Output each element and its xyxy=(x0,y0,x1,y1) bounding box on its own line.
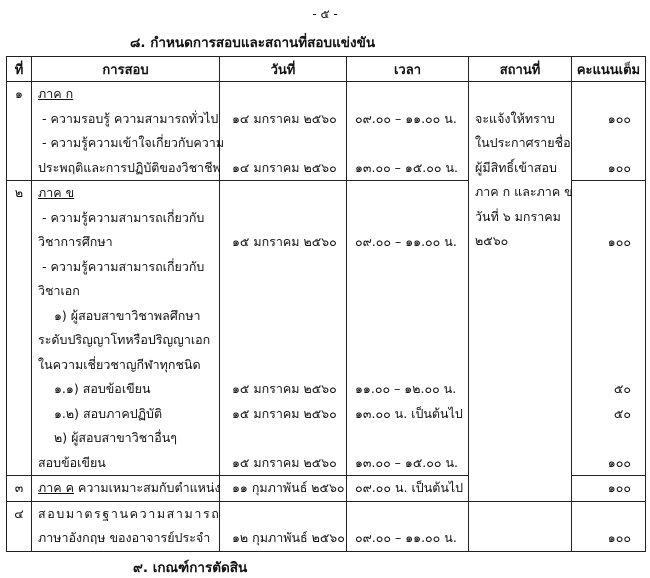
exam-item: ๑.๒) สอบภาคปฏิบัติ xyxy=(54,405,163,421)
score-cell xyxy=(572,476,646,502)
exam-item: - ความรู้ความสามารถเกี่ยวกับ xyxy=(42,258,205,274)
section-title: ๘. กำหนดการสอบและสถานที่สอบแข่งขัน xyxy=(130,35,376,51)
date-cell xyxy=(220,181,347,476)
table-row xyxy=(7,82,646,181)
exam-date: ๑๒ กุมภาพันธ์ ๒๕๖๐ xyxy=(232,530,345,545)
col-header-exam: การสอบ xyxy=(32,57,220,82)
exam-schedule-table xyxy=(6,56,646,552)
full-score: ๑๐๐ xyxy=(607,110,631,126)
full-score: ๑๐๐ xyxy=(607,454,631,470)
time-cell xyxy=(347,181,469,476)
exam-item: วิชาเอก xyxy=(38,283,80,298)
time-cell xyxy=(347,501,469,551)
exam-date: ๑๕ มกราคม ๒๕๖๐ xyxy=(232,454,337,470)
exam-item: ภาษาอังกฤษ ของอาจารย์ประจำ xyxy=(38,530,211,545)
score-cell xyxy=(572,181,646,476)
exam-item: - ความรอบรู้ ความสามารถทั่วไป xyxy=(42,110,219,126)
page-number: - ๕ - xyxy=(312,7,338,21)
row-number: ๒ xyxy=(7,181,32,476)
exam-item: ๒) ผู้สอบสาขาวิชาอื่นๆ xyxy=(54,430,177,445)
exam-item: ความเหมาะสมกับตำแหน่ง xyxy=(77,480,221,495)
exam-part-label: ภาค ค xyxy=(38,480,74,495)
exam-item: สอบข้อเขียน xyxy=(38,454,106,470)
exam-time: ๑๓.๐๐ – ๑๕.๐๐ น. xyxy=(355,454,459,470)
place-text: ภาค ก และภาค ข xyxy=(475,184,573,199)
col-header-place: สถานที่ xyxy=(469,57,572,82)
exam-time: ๐๙.๐๐ น. เป็นต้นไป xyxy=(355,480,464,495)
time-cell xyxy=(347,476,469,502)
exam-date: ๑๕ มกราคม ๒๕๖๐ xyxy=(232,405,337,421)
exam-time: ๑๓.๐๐ – ๑๕.๐๐ น. xyxy=(355,159,459,175)
place-cell xyxy=(469,501,572,551)
row-number: ๑ xyxy=(7,82,32,181)
exam-item: สอบมาตรฐานความสามารถ xyxy=(38,505,221,521)
full-score: ๕๐ xyxy=(613,405,631,421)
exam-item: ระดับปริญญาโทหรือปริญญาเอก xyxy=(38,332,211,347)
exam-date: ๑๕ มกราคม ๒๕๖๐ xyxy=(232,381,337,396)
col-header-score: คะแนนเต็ม xyxy=(572,57,646,82)
full-score: ๑๐๐ xyxy=(607,234,631,249)
full-score: ๑๐๐ xyxy=(607,159,631,175)
table-header-row xyxy=(7,57,646,82)
full-score: ๑๐๐ xyxy=(607,480,631,495)
score-cell xyxy=(572,82,646,181)
date-cell xyxy=(220,501,347,551)
date-cell xyxy=(220,82,347,181)
next-section-title: ๙. เกณฑ์การตัดสิน xyxy=(133,560,248,576)
exam-cell xyxy=(32,181,220,476)
exam-item: - ความรู้ความสามารถเกี่ยวกับ xyxy=(42,209,205,225)
exam-cell xyxy=(32,501,220,551)
full-score: ๑๐๐ xyxy=(607,530,631,545)
place-text: ๒๕๖๐ xyxy=(475,233,509,248)
exam-time: ๐๙.๐๐ – ๑๑.๐๐ น. xyxy=(355,530,457,545)
exam-item: ประพฤติและการปฏิบัติของวิชาชีพ xyxy=(38,159,221,175)
row-number: ๓ xyxy=(7,476,32,502)
col-header-time: เวลา xyxy=(347,57,469,82)
exam-time: ๑๑.๐๐ – ๑๒.๐๐ น. xyxy=(355,381,457,396)
exam-part-label: ภาค ข xyxy=(38,185,75,200)
place-cell xyxy=(469,82,572,502)
place-text: ผู้มีสิทธิ์เข้าสอบ xyxy=(475,159,557,175)
exam-part-label: ภาค ก xyxy=(38,86,74,101)
exam-date: ๑๔ มกราคม ๒๕๖๐ xyxy=(232,110,337,126)
exam-cell xyxy=(32,82,225,181)
exam-item: ๑.๑) สอบข้อเขียน xyxy=(54,381,151,396)
place-text: ในประกาศรายชื่อ xyxy=(475,135,571,150)
col-header-date: วันที่ xyxy=(220,57,347,82)
score-cell xyxy=(572,501,646,551)
col-header-no: ที่ xyxy=(7,57,32,82)
table-row xyxy=(7,501,646,551)
date-cell xyxy=(220,476,347,502)
row-number: ๔ xyxy=(7,501,32,551)
exam-time: ๐๙.๐๐ – ๑๑.๐๐ น. xyxy=(355,110,457,126)
exam-time: ๐๙.๐๐ – ๑๑.๐๐ น. xyxy=(355,234,457,249)
exam-date: ๑๕ มกราคม ๒๕๖๐ xyxy=(232,234,337,249)
time-cell xyxy=(347,82,469,181)
exam-item: ในความเชี่ยวชาญกีฬาทุกชนิด xyxy=(38,356,201,372)
exam-time: ๑๓.๐๐ น. เป็นต้นไป xyxy=(355,405,463,421)
exam-date: ๑๔ มกราคม ๒๕๖๐ xyxy=(232,159,337,175)
place-text: วันที่ ๖ มกราคม xyxy=(475,208,561,224)
exam-date: ๑๑ กุมภาพันธ์ ๒๕๖๐ xyxy=(232,480,345,495)
place-text: จะแจ้งให้ทราบ xyxy=(475,110,555,126)
exam-item: - ความรู้ความเข้าใจเกี่ยวกับความ xyxy=(42,135,225,150)
exam-cell xyxy=(32,476,220,502)
exam-item: ๑) ผู้สอบสาขาวิชาพลศึกษา xyxy=(54,307,201,323)
full-score: ๕๐ xyxy=(613,381,631,396)
exam-item: วิชาการศึกษา xyxy=(38,234,113,249)
